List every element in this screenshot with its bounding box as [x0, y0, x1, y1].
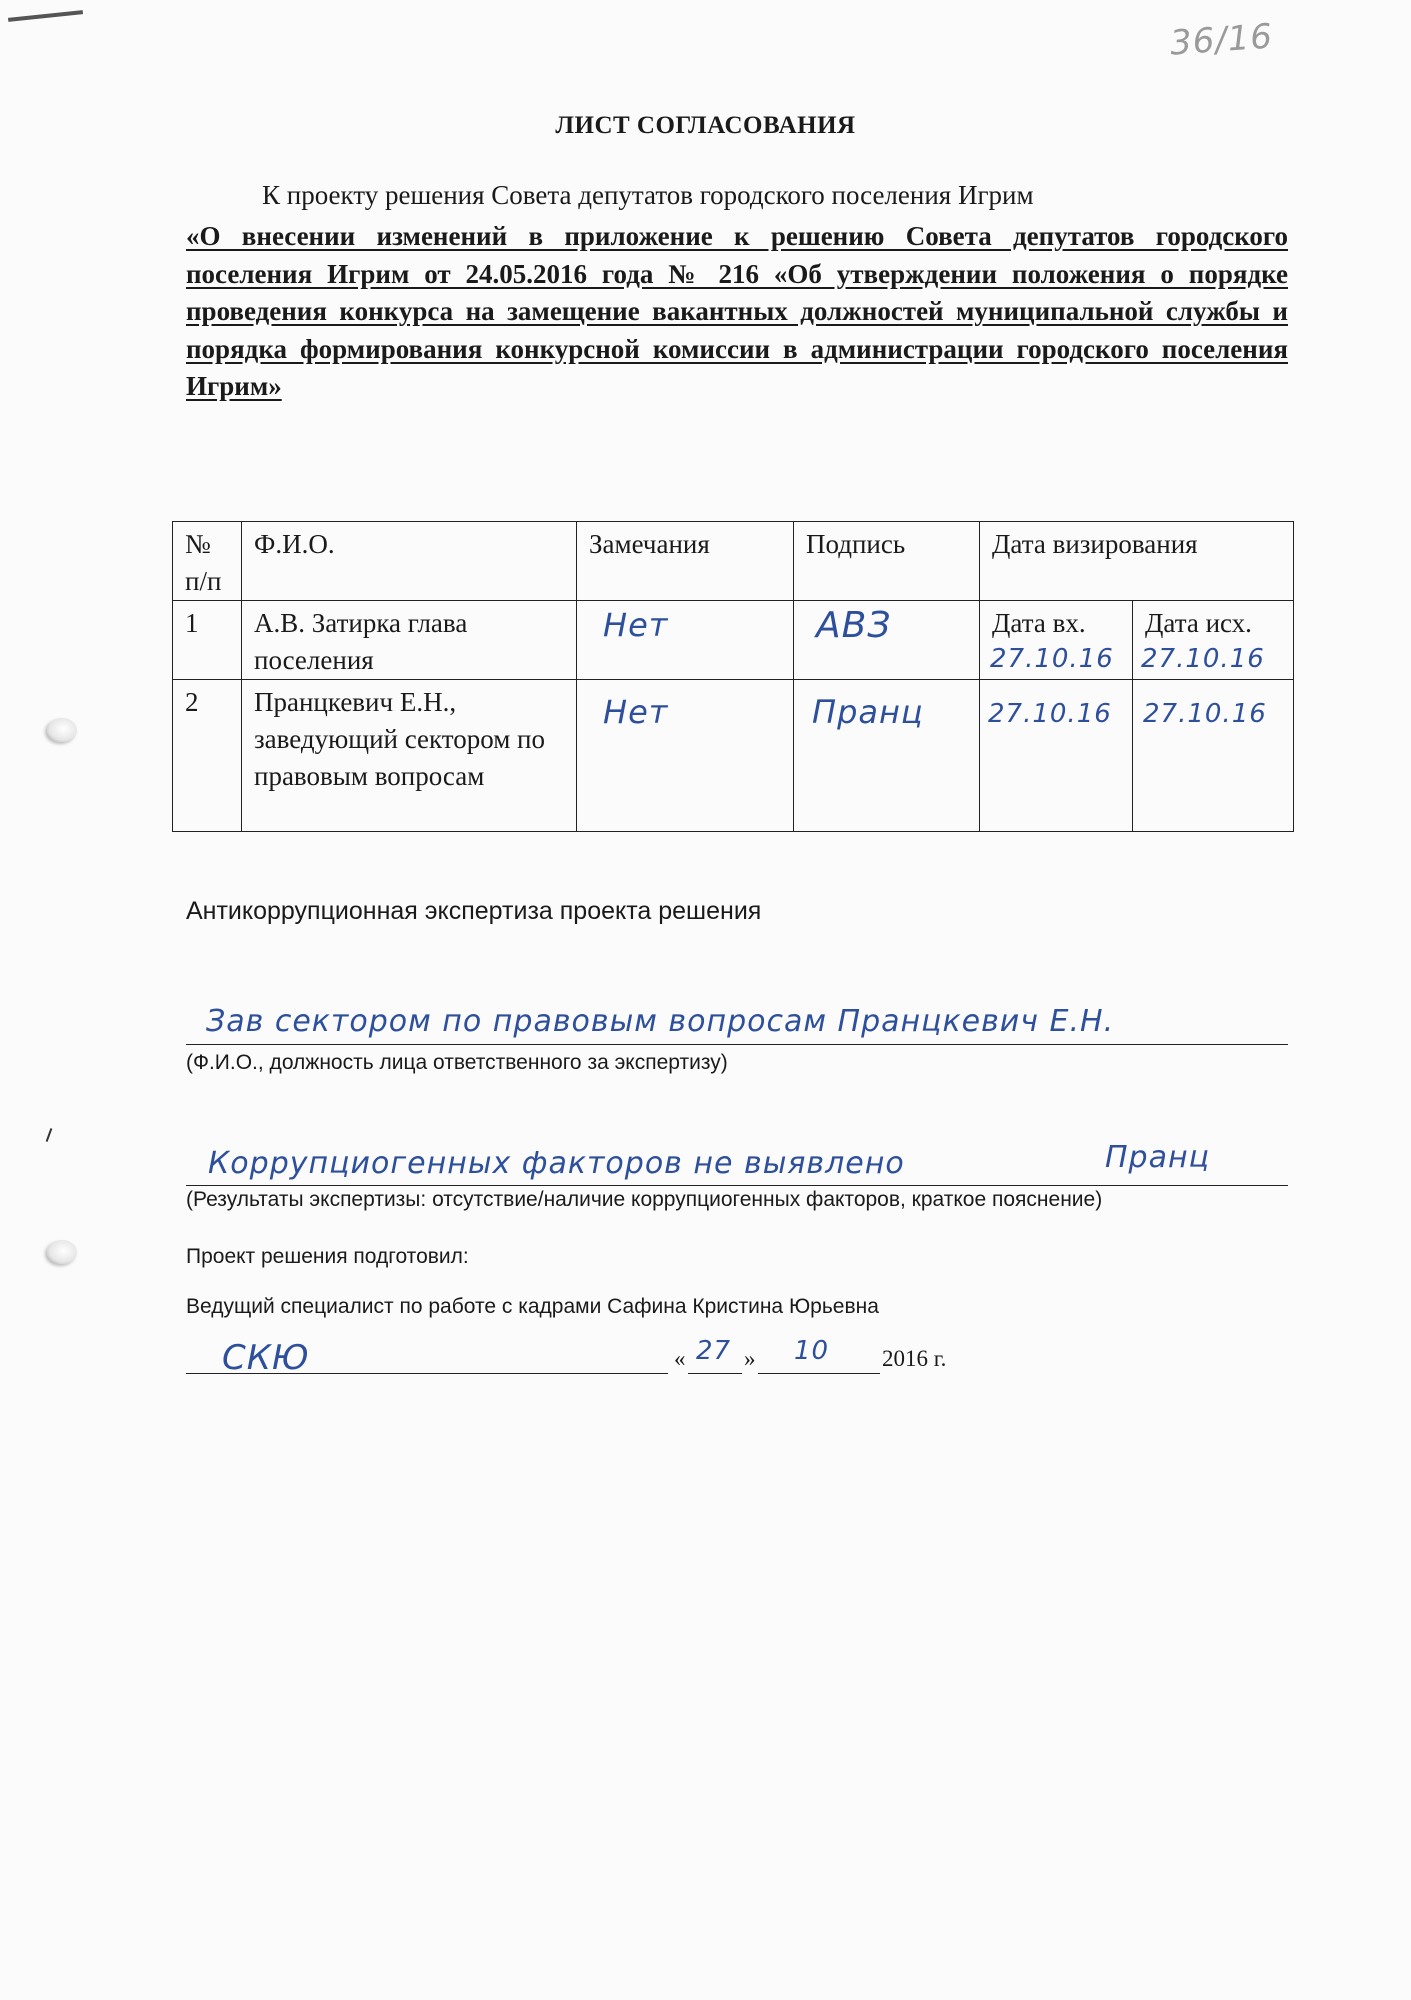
punch-hole-top [47, 718, 77, 742]
signature-handwritten: Пранц [812, 693, 924, 731]
table-row [173, 601, 1294, 680]
header-fio: Ф.И.О. [242, 522, 577, 601]
close-quote: » [744, 1346, 756, 1371]
row-fio: А.В. Затирка глава поселения [242, 601, 577, 680]
header-signature: Подпись [794, 522, 980, 601]
open-quote: « [674, 1346, 686, 1371]
signature-date-row [186, 1336, 1086, 1380]
responsible-caption: (Ф.И.О., должность лица ответственного за экспертизу) [186, 1051, 728, 1074]
signature-handwritten: АВЗ [816, 605, 892, 646]
row-remarks [577, 680, 794, 832]
row-signature [794, 680, 980, 832]
result-caption: (Результаты экспертизы: отсутствие/наличие коррупциогенных факторов, краткое пояснение) [186, 1188, 1103, 1211]
date-out-handwritten: 27.10.16 [1141, 644, 1265, 674]
document-title: ЛИСТ СОГЛАСОВАНИЯ [555, 112, 856, 139]
month-line [758, 1373, 880, 1374]
row-num: 2 [173, 680, 242, 832]
row-signature [794, 601, 980, 680]
page-number: 36/16 [1168, 16, 1275, 64]
day-line [688, 1373, 742, 1374]
remarks-handwritten: Нет [603, 693, 669, 731]
row-num: 1 [173, 601, 242, 680]
responsible-line [186, 1044, 1288, 1045]
preparer-name: Ведущий специалист по работе с кадрами Сафина Кристина Юрьевна [186, 1295, 879, 1318]
day-handwritten: 27 [696, 1336, 732, 1366]
month-handwritten: 10 [794, 1336, 830, 1366]
prepared-label: Проект решения подготовил: [186, 1245, 469, 1268]
table-row [173, 680, 1294, 832]
stray-pen-mark [46, 1128, 53, 1142]
approval-table [172, 521, 1294, 832]
expertise-title: Антикоррупционная экспертиза проекта решения [186, 897, 762, 925]
row-remarks [577, 601, 794, 680]
header-num: № п/п [173, 522, 242, 601]
date-out-handwritten: 27.10.16 [1143, 699, 1267, 729]
corner-scan-mark [8, 10, 83, 22]
header-visa-date: Дата визирования [980, 522, 1294, 601]
row-date-in [980, 601, 1133, 680]
row-fio: Пранцкевич Е.Н., заведующий сектором по правовым вопросам [242, 680, 577, 832]
result-signature: Пранц [1105, 1140, 1211, 1175]
date-in-handwritten: 27.10.16 [988, 699, 1112, 729]
preparer-signature: СКЮ [222, 1338, 310, 1378]
remarks-handwritten: Нет [603, 606, 669, 644]
date-in-handwritten: 27.10.16 [990, 644, 1114, 674]
responsible-handwritten: Зав сектором по правовым вопросам Пранцкевич Е.Н. [206, 1004, 1115, 1039]
result-line [186, 1185, 1288, 1186]
subheader-date-out: Дата исх. [1145, 608, 1252, 638]
row-date-out [1133, 680, 1294, 832]
preparer-signature-line [186, 1373, 668, 1374]
header-remarks: Замечания [577, 522, 794, 601]
row-date-in [980, 680, 1133, 832]
subheader-date-in: Дата вх. [992, 608, 1086, 638]
result-handwritten: Коррупциогенных факторов не выявлено [208, 1146, 905, 1181]
project-intro: К проекту решения Совета депутатов городского поселения Игрим [262, 180, 1034, 210]
punch-hole-bottom [47, 1240, 77, 1264]
table-header-row [173, 522, 1294, 601]
project-name: «О внесении изменений в приложение к решению Совета депутатов городского поселения Игрим от 24.05.2016 года № 216 «Об утверждении положения о порядке проведения конкурса на замещение вакантных должностей муниципальной службы и порядка формирования конкурсной комиссии в администрации городского поселения Игрим» [186, 221, 1288, 401]
row-date-out [1133, 601, 1294, 680]
year-text: 2016 г. [882, 1346, 947, 1371]
